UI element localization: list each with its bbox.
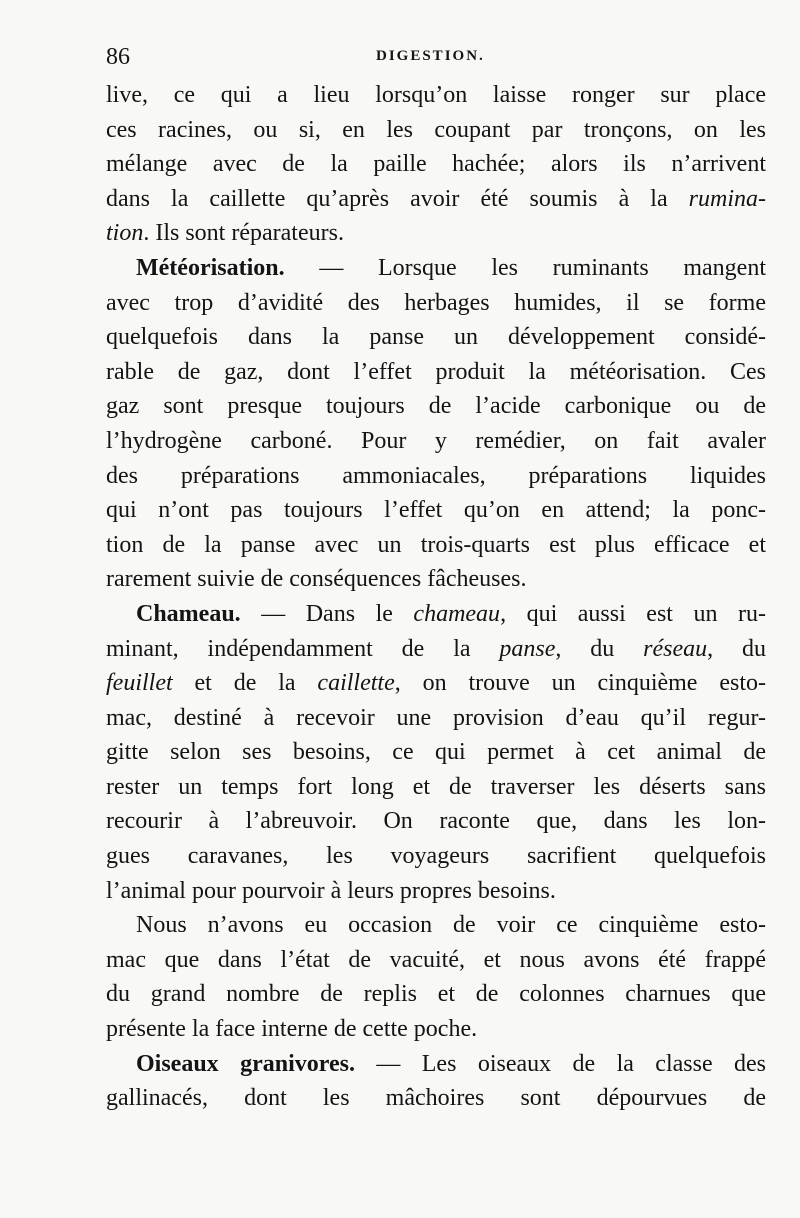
text-run: — Les oiseaux de la classe des: [354, 1050, 767, 1077]
text-line: mélange avec de la paille hachée; alors ils n’arrivent: [106, 151, 766, 178]
text-line: mac que dans l’état de vacuité, et nous avons été frappé: [106, 946, 766, 973]
text-line: l’hydrogène carboné. Pour y remédier, on fait avaler: [106, 427, 766, 454]
text-run: — Lorsque les ruminants mangent: [284, 254, 766, 281]
page-number: 86: [106, 44, 130, 70]
text-line: avec trop d’avidité des herbages humides, il se forme: [106, 289, 766, 316]
italic-term: caillette: [317, 670, 395, 697]
text-line: [106, 182, 766, 217]
running-head: DIGESTION.: [376, 48, 485, 64]
text-run: . Ils sont réparateurs.: [143, 220, 344, 247]
text-run: et de la: [172, 670, 318, 697]
text-line: gues caravanes, les voyageurs sacrifient quelquefois: [106, 843, 766, 870]
paragraph-start-chameau: [106, 597, 766, 632]
text-line: gitte selon ses besoins, ce qui permet à cet animal de: [106, 739, 766, 766]
section-heading-chameau: Chameau.: [136, 600, 241, 627]
paragraph-start-meteorisation: [106, 251, 766, 286]
italic-term: chameau: [413, 600, 501, 627]
text-line: [106, 216, 766, 251]
section-heading-meteorisation: Météorisation.: [136, 254, 285, 281]
text-run: , du: [555, 635, 644, 662]
text-line: l’animal pour pourvoir à leurs propres besoins.: [106, 877, 556, 904]
text-line: mac, destiné à recevoir une provision d’eau qu’il regur-: [106, 704, 766, 731]
text-line: rable de gaz, dont l’effet produit la météorisation. Ces: [106, 358, 766, 385]
italic-term: réseau: [643, 635, 708, 662]
text-line: présente la face interne de cette poche.: [106, 1016, 478, 1043]
text-line: qui n’ont pas toujours l’effet qu’on en attend; la ponc-: [106, 497, 766, 524]
section-heading-oiseaux: Oiseaux granivores.: [136, 1050, 355, 1077]
body-text: [106, 78, 766, 1116]
text-run: , qui aussi est un ru-: [500, 600, 766, 627]
text-line: des préparations ammoniacales, préparations liquides: [106, 462, 766, 489]
text-line: gaz sont presque toujours de l’acide carbonique ou de: [106, 393, 766, 420]
italic-term: panse: [499, 635, 556, 662]
text-line: tion de la panse avec un trois-quarts est plus efficace et: [106, 531, 766, 558]
text-line: du grand nombre de replis et de colonnes charnues que: [106, 981, 766, 1008]
text-line: rarement suivie de conséquences fâcheuses.: [106, 566, 527, 593]
italic-term: rumina-: [688, 185, 766, 212]
italic-term: feuillet: [106, 670, 173, 697]
text-run: dans la caillette qu’après avoir été soumis à la: [106, 185, 689, 212]
text-run: , du: [707, 635, 767, 662]
page-header: [106, 44, 766, 74]
text-line: rester un temps fort long et de traverser les déserts sans: [106, 773, 766, 800]
text-line: live, ce qui a lieu lorsqu’on laisse ronger sur place: [106, 82, 766, 108]
text-line: [106, 666, 766, 701]
text-run: — Dans le: [240, 600, 414, 627]
text-line: quelquefois dans la panse un développement considé-: [106, 324, 766, 351]
text-run: , on trouve un cinquième esto-: [394, 670, 766, 697]
text-line: gallinacés, dont les mâchoires sont dépourvues de: [106, 1085, 766, 1112]
paragraph-start-oiseaux: [106, 1047, 766, 1082]
text-line: ces racines, ou si, en les coupant par tronçons, on les: [106, 116, 766, 143]
italic-term: tion: [106, 220, 144, 247]
text-run: minant, indépendamment de la: [106, 635, 500, 662]
text-line: [106, 632, 766, 667]
text-line: recourir à l’abreuvoir. On raconte que, dans les lon-: [106, 808, 766, 835]
paragraph-start-nous: Nous n’avons eu occasion de voir ce cinquième esto-: [136, 912, 766, 939]
